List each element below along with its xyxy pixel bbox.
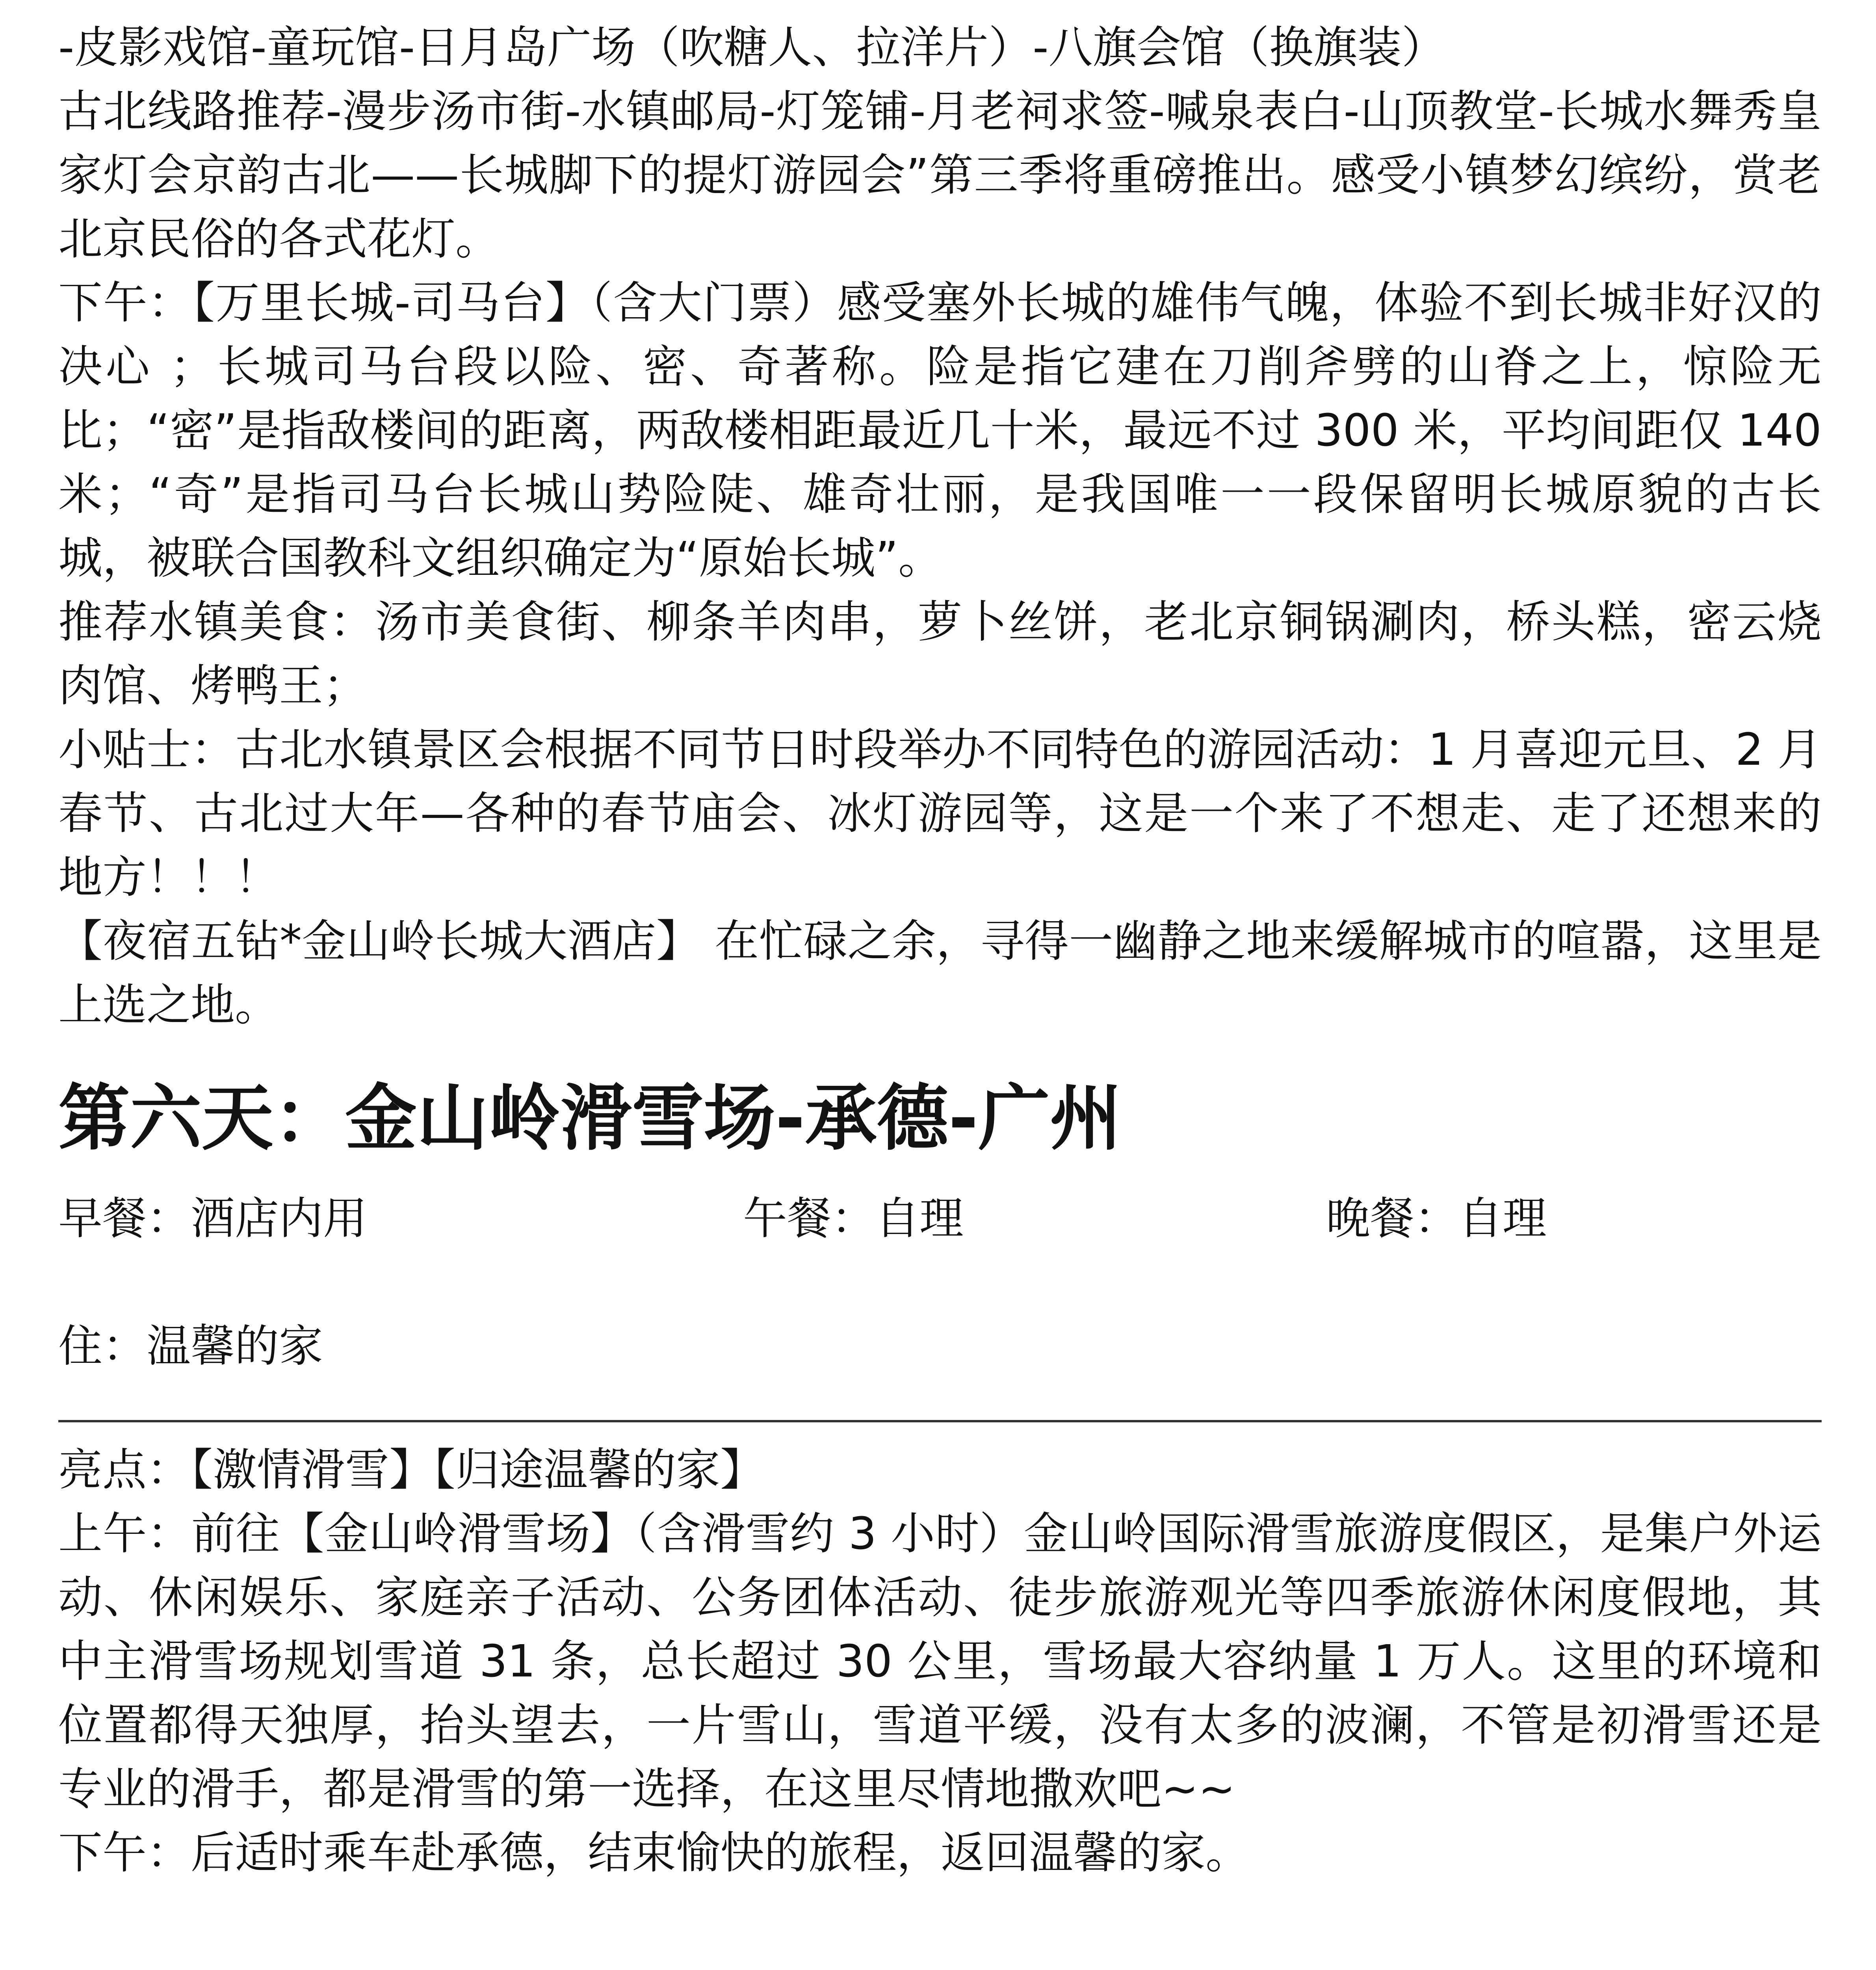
paragraph-tips: 小贴士：古北水镇景区会根据不同节日时段举办不同特色的游园活动：1 月喜迎元旦、2 月春节、古北过大年—各种的春节庙会、冰灯游园等，这是一个来了不想走、走了还想来的地方！！！ — [58, 724, 1822, 903]
meal-dinner: 晚餐：自理 — [1326, 1193, 1547, 1244]
paragraph-hotel: 【夜宿五钻*金山岭长城大酒店】 在忙碌之余，寻得一幽静之地来缓解城市的喧嚣，这里是上选之地。 — [58, 916, 1822, 1031]
paragraph-highlights: 亮点：【激情滑雪】【归途温馨的家】 — [58, 1444, 764, 1496]
meal-lunch: 午餐：自理 — [743, 1193, 964, 1244]
paragraph-morning-ski: 上午：前往【金山岭滑雪场】（含滑雪约 3 小时）金山岭国际滑雪旅游度假区，是集户外运动、休闲娱乐、家庭亲子活动、公务团体活动、徒步旅游观光等四季旅游休闲度假地，其中主滑雪场规划雪道 31 条，总长超过 30 公里，雪场最大容纳量 1 万人。这里的环境和位置都得天独厚，抬头望去，一片雪山，雪道平缓，没有太多的波澜，不管是初滑雪还是专业的滑手，都是滑雪的第一选择，在这里尽情地撒欢吧~~ — [58, 1508, 1822, 1815]
document-page — [58, 16, 1822, 1885]
paragraph-route-continuation: -皮影戏馆-童玩馆-日月岛广场（吹糖人、拉洋片）-八旗会馆（换旗装） — [58, 22, 1446, 73]
paragraph-food-recommendation: 推荐水镇美食：汤市美食街、柳条羊肉串，萝卜丝饼，老北京铜锅涮肉，桥头糕，密云烧肉馆、烤鸭王； — [58, 597, 1822, 712]
paragraph-gubei-route: 古北线路推荐-漫步汤市街-水镇邮局-灯笼铺-月老祠求签-喊泉表白-山顶教堂-长城水舞秀皇家灯会京韵古北——长城脚下的提灯游园会”第三季将重磅推出。感受小镇梦幻缤纷，赏老北京民俗的各式花灯。 — [58, 86, 1822, 265]
meals-row — [58, 1187, 1822, 1251]
section-divider — [58, 1420, 1822, 1422]
stay-info: 住：温馨的家 — [58, 1321, 323, 1372]
paragraph-afternoon-return: 下午：后适时乘车赴承德，结束愉快的旅程，返回温馨的家。 — [58, 1827, 1250, 1879]
day6-heading: 第六天：金山岭滑雪场-承德-广州 — [58, 1076, 1122, 1160]
paragraph-simatai-afternoon: 下午：【万里长城-司马台】（含大门票）感受塞外长城的雄伟气魄，体验不到长城非好汉的决心 ；长城司马台段以险、密、奇著称。险是指它建在刀削斧劈的山脊之上，惊险无比；“密”是指敌楼间的距离，两敌楼相距最近几十米，最远不过 300 米，平均间距仅 140 米；“奇”是指司马台长城山势险陡、雄奇壮丽，是我国唯一一段保留明长城原貌的古长城，被联合国教科文组织确定为“原始长城”。 — [58, 277, 1822, 584]
meal-breakfast: 早餐：酒店内用 — [58, 1193, 367, 1244]
